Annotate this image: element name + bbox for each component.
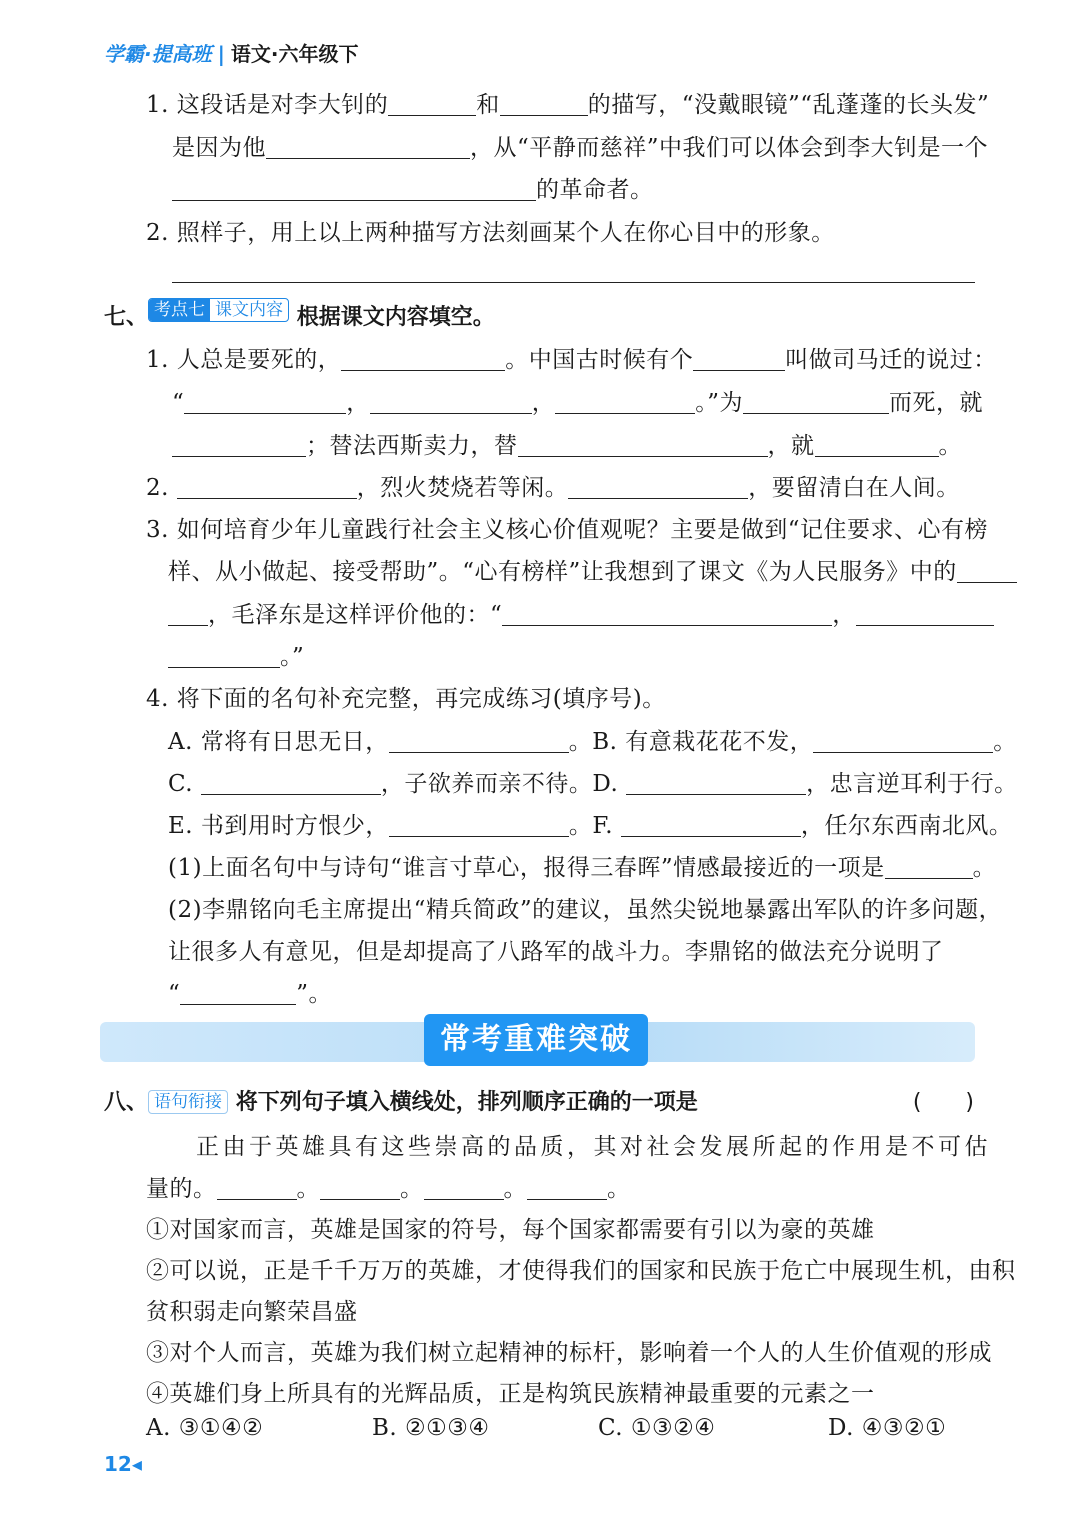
blank[interactable] xyxy=(266,136,470,159)
section-banner-title: 常考重难突破 xyxy=(424,1014,648,1066)
blank[interactable] xyxy=(568,476,748,499)
choice-d[interactable]: D. ④③②① xyxy=(828,1415,947,1441)
page-number: 12◂ xyxy=(104,1452,142,1476)
sec7-q3-line3: ，毛泽东是这样评价他的：“ ， xyxy=(168,596,994,629)
sec8-option-1: ①对国家而言，英雄是国家的符号，每个国家都需要有引以为豪的英雄 xyxy=(146,1217,875,1243)
blank[interactable] xyxy=(341,348,505,371)
sec7-q4-sub2-line1: (2)李鼎铭向毛主席提出“精兵简政”的建议，虽然尖锐地暴露出军队的许多问题， xyxy=(168,897,1003,923)
sec7-q4-sub2-line3: “ ”。 xyxy=(168,981,333,1007)
blank[interactable] xyxy=(555,391,695,414)
blank[interactable] xyxy=(502,603,832,626)
sec8-option-3: ③对个人而言，英雄为我们树立起精神的标杆，影响着一个人的人生价值观的形成 xyxy=(146,1340,992,1366)
answer-line[interactable] xyxy=(172,282,975,283)
sec7-q3-line1: 3. 如何培育少年儿童践行社会主义核心价值观呢？主要是做到“记住要求、心有榜 xyxy=(146,517,989,543)
blank[interactable] xyxy=(388,93,476,116)
choice-a[interactable]: A. ③①④② xyxy=(146,1415,264,1441)
sec7-q4-sub2-line2: 让很多人有意见，但是却提高了八路军的战斗力。李鼎铭的做法充分说明了 xyxy=(168,939,944,965)
sec7-q1-line1: 1. 人总是要死的， 。中国古时候有个 叫做司马迁的说过： xyxy=(146,347,997,373)
blank[interactable] xyxy=(172,434,306,457)
choice-b[interactable]: B. ②①③④ xyxy=(372,1415,490,1441)
sec8-heading: 八、 语句衔接 将下列句子填入横线处，排列顺序正确的一项是 ( ) xyxy=(104,1085,974,1116)
blank[interactable] xyxy=(168,645,280,668)
sec6-q1-line2: 是因为他 ，从“平静而慈祥”中我们可以体会到李大钊是一个 xyxy=(172,135,989,161)
page-header xyxy=(104,38,359,67)
blank[interactable] xyxy=(180,982,296,1005)
sec6-q1-line1: 1. 这段话是对李大钊的 和 的描写，“没戴眼镜”“乱蓬蓬的长头发” xyxy=(146,92,990,118)
blank[interactable] xyxy=(815,434,939,457)
blank[interactable] xyxy=(518,434,768,457)
brand-logo: 学霸·提高班 xyxy=(104,42,212,66)
sec8-passage-line1: 正由于英雄具有这些崇高的品质，其对社会发展所起的作用是不可估 xyxy=(196,1134,991,1160)
header-divider: | xyxy=(217,42,225,66)
sec8-option-4: ④英雄们身上所具有的光辉品质，正是构筑民族精神最重要的元素之一 xyxy=(146,1381,875,1407)
sec7-q4-row-ab: A. 常将有日思无日， 。B. 有意栽花花不发， 。 xyxy=(168,729,1017,755)
blank[interactable] xyxy=(527,1177,607,1200)
blank[interactable] xyxy=(424,1177,504,1200)
blank[interactable] xyxy=(389,730,569,753)
blank[interactable] xyxy=(500,93,588,116)
sec8-option-2-line2: 贫积弱走向繁荣昌盛 xyxy=(146,1299,358,1325)
blank[interactable] xyxy=(626,772,806,795)
blank[interactable] xyxy=(693,348,785,371)
blank[interactable] xyxy=(370,391,532,414)
sec8-passage-line2: 量的。 。 。 。 。 xyxy=(146,1176,631,1202)
blank[interactable] xyxy=(743,391,889,414)
blank[interactable] xyxy=(217,1177,297,1200)
sec7-q4-row-cd: C. ，子欲养而亲不待。D. ，忠言逆耳利于行。 xyxy=(168,771,1018,797)
sec6-q1-line3: 的革命者。 xyxy=(172,171,654,204)
sec7-q4-row-ef: E. 书到用时方恨少， 。F. ，任尔东西南北风。 xyxy=(168,813,1013,839)
blank[interactable] xyxy=(389,814,569,837)
answer-parentheses[interactable]: ( ) xyxy=(912,1090,974,1115)
sec7-q3-line4: 。” xyxy=(168,638,304,671)
blank[interactable] xyxy=(957,560,1017,583)
blank[interactable] xyxy=(177,476,357,499)
sec7-q1-line2: “ ， ， 。”为 而死，就 xyxy=(172,390,984,416)
choice-c[interactable]: C. ①③②④ xyxy=(598,1415,716,1441)
sec7-q3-line2: 样、从小做起、接受帮助”。“心有榜样”让我想到了课文《为人民服务》中的 xyxy=(168,553,1017,586)
blank[interactable] xyxy=(184,391,346,414)
topic-tag: 语句衔接 xyxy=(148,1090,228,1114)
sec7-q2: 2. ，烈火焚烧若等闲。 ，要留清白在人间。 xyxy=(146,475,960,501)
blank[interactable] xyxy=(885,856,973,879)
sec7-q1-line3: ；替法西斯卖力，替 ，就 。 xyxy=(172,427,962,460)
blank[interactable] xyxy=(320,1177,400,1200)
blank[interactable] xyxy=(813,730,993,753)
blank[interactable] xyxy=(201,772,381,795)
blank[interactable] xyxy=(621,814,801,837)
sec6-q2: 2. 照样子，用上以上两种描写方法刻画某个人在你心目中的形象。 xyxy=(146,220,835,246)
blank[interactable] xyxy=(172,178,536,201)
blank[interactable] xyxy=(168,603,208,626)
sec8-option-2-line1: ②可以说，正是千千万万的英雄，才使得我们的国家和民族于危亡中展现生机，由积 xyxy=(146,1258,1016,1284)
subject-label: 语文·六年级下 xyxy=(230,42,359,66)
sec7-q4: 4. 将下面的名句补充完整，再完成练习(填序号)。 xyxy=(146,686,666,712)
sec7-q4-sub1: (1)上面名句中与诗句“谁言寸草心，报得三春晖”情感最接近的一项是 。 xyxy=(168,855,997,881)
sec7-heading: 七、 考点七 课文内容 根据课文内容填空。 xyxy=(104,300,495,330)
blank[interactable] xyxy=(856,603,994,626)
topic-tag: 考点七 课文内容 xyxy=(148,298,289,322)
